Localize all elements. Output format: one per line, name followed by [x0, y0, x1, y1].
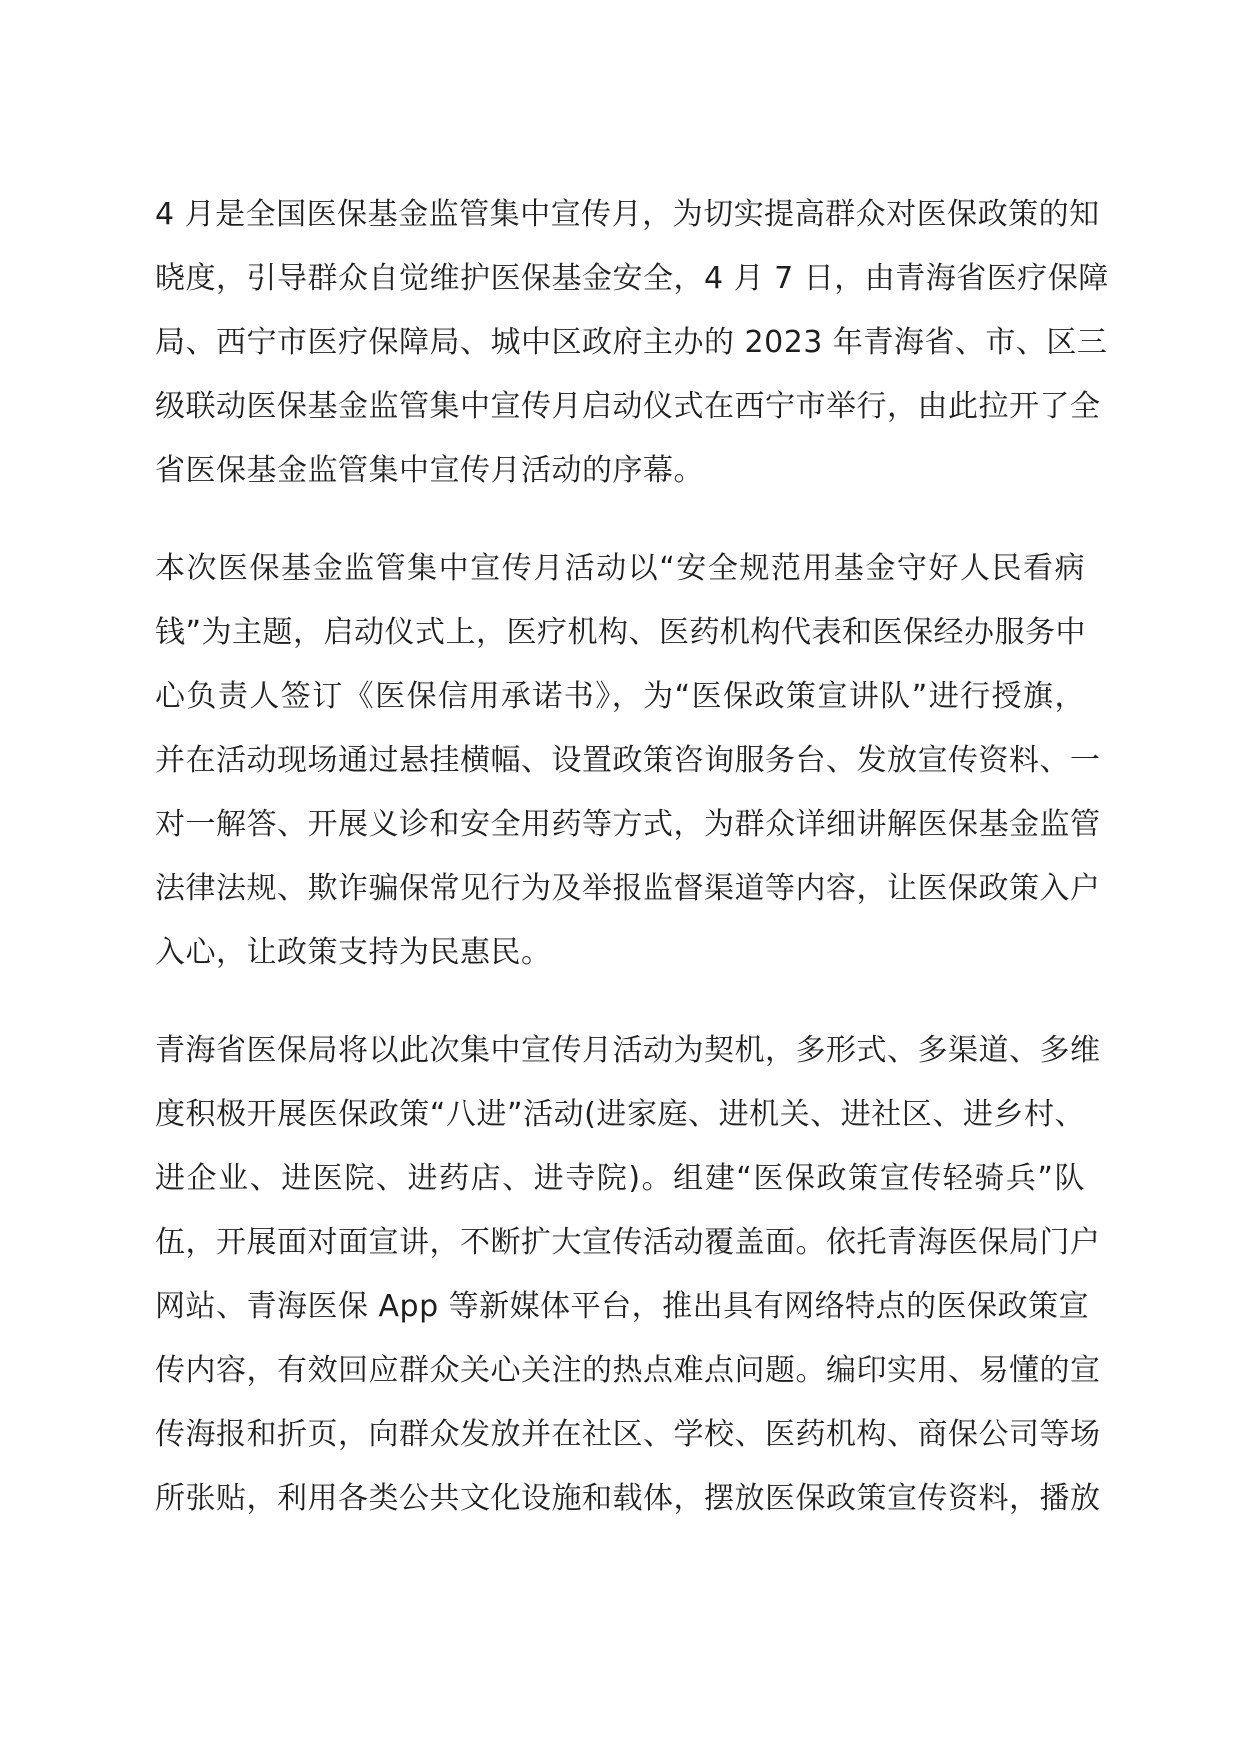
paragraph-line: 省医保基金监管集中宣传月活动的序幕。	[155, 453, 704, 488]
paragraph-2	[155, 537, 1101, 985]
paragraph-line: 网站、青海医保 App 等新媒体平台，推出具有网络特点的医保政策宣	[155, 1289, 1090, 1324]
paragraph-1	[155, 183, 1109, 503]
paragraph-line: 传海报和折页，向群众发放并在社区、学校、医药机构、商保公司等场	[155, 1417, 1101, 1452]
paragraph-line: 晓度，引导群众自觉维护医保基金安全，4 月 7 日，由青海省医疗保障	[155, 261, 1109, 296]
paragraph-line: 并在活动现场通过悬挂横幅、设置政策咨询服务台、发放宣传资料、一	[155, 743, 1101, 778]
paragraph-line: 钱”为主题，启动仪式上，医疗机构、医药机构代表和医保经办服务中	[155, 615, 1087, 650]
paragraph-line: 度积极开展医保政策“八进”活动(进家庭、进机关、进社区、进乡村、	[155, 1097, 1085, 1132]
paragraph-line: 青海省医保局将以此次集中宣传月活动为契机，多形式、多渠道、多维	[155, 1033, 1101, 1068]
paragraph-line: 局、西宁市医疗保障局、城中区政府主办的 2023 年青海省、市、区三	[155, 325, 1108, 360]
paragraph-line: 本次医保基金监管集中宣传月活动以“安全规范用基金守好人民看病	[155, 551, 1085, 586]
paragraph-line: 传内容，有效回应群众关心关注的热点难点问题。编印实用、易懂的宣	[155, 1353, 1101, 1388]
paragraph-line: 对一解答、开展义诊和安全用药等方式，为群众详细讲解医保基金监管	[155, 807, 1101, 842]
paragraph-line: 4 月是全国医保基金监管集中宣传月，为切实提高群众对医保政策的知	[155, 197, 1100, 232]
document-body	[155, 183, 1109, 1565]
paragraph-line: 所张贴，利用各类公共文化设施和载体，摆放医保政策宣传资料，播放	[155, 1481, 1101, 1516]
paragraph-3	[155, 1019, 1101, 1531]
paragraph-line: 进企业、进医院、进药店、进寺院)。组建“医保政策宣传轻骑兵”队	[155, 1161, 1085, 1196]
paragraph-line: 入心，让政策支持为民惠民。	[155, 935, 552, 970]
paragraph-line: 伍，开展面对面宣讲，不断扩大宣传活动覆盖面。依托青海医保局门户	[155, 1225, 1101, 1260]
paragraph-line: 法律法规、欺诈骗保常见行为及举报监督渠道等内容，让医保政策入户	[155, 871, 1101, 906]
paragraph-line: 心负责人签订《医保信用承诺书》，为“医保政策宣讲队”进行授旗，	[155, 679, 1085, 714]
paragraph-line: 级联动医保基金监管集中宣传月启动仪式在西宁市举行，由此拉开了全	[155, 389, 1101, 424]
